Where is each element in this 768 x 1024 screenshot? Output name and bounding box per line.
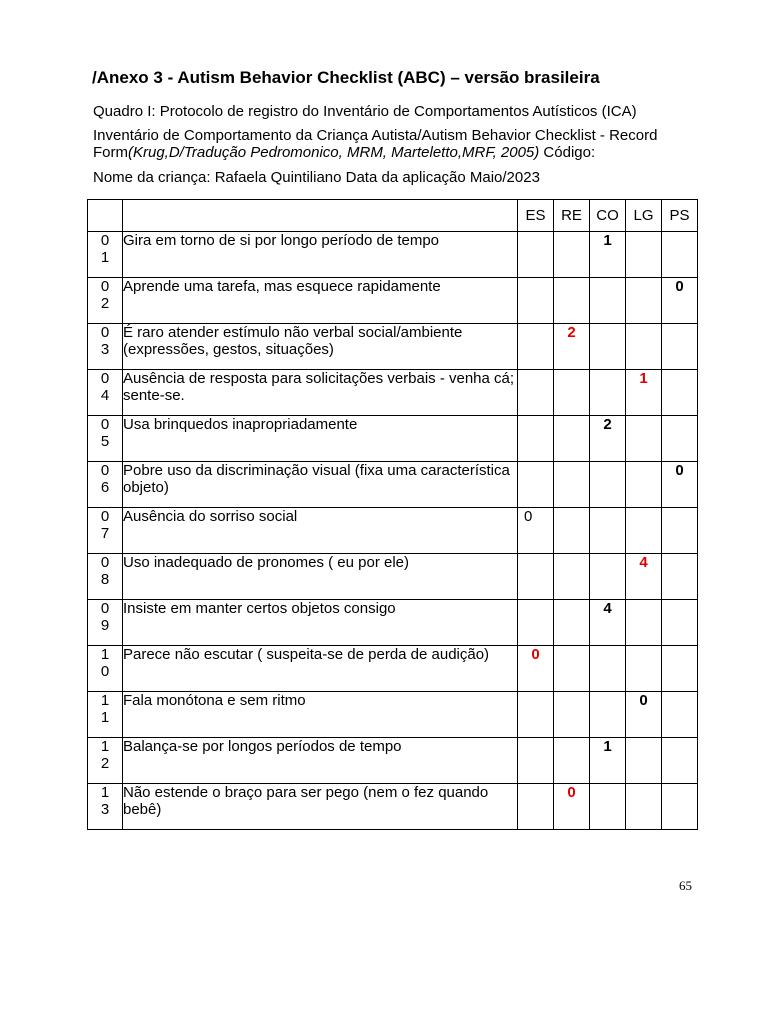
score-cell-co <box>590 278 626 324</box>
quadro-caption: Quadro I: Protocolo de registro do Inventário de Comportamentos Autísticos (ICA) <box>93 103 637 120</box>
score-cell-lg <box>626 462 662 508</box>
item-number-digit-2: 0 <box>100 663 110 680</box>
score-cell-lg <box>626 232 662 278</box>
score-cell-re <box>554 278 590 324</box>
item-number-digit-2: 1 <box>100 249 110 266</box>
header-num-cell <box>88 200 123 232</box>
item-description: Ausência do sorriso social <box>123 508 518 554</box>
document-title: /Anexo 3 - Autism Behavior Checklist (ABC) – versão brasileira <box>92 68 600 87</box>
item-number-digit-2: 2 <box>100 295 110 312</box>
item-number-digit-1: 1 <box>100 646 110 663</box>
score-cell-ps <box>662 784 698 830</box>
score-cell-es <box>518 738 554 784</box>
table-row <box>88 324 698 370</box>
score-cell-co: 2 <box>590 416 626 462</box>
score-cell-lg: 0 <box>626 692 662 738</box>
score-cell-lg: 1 <box>626 370 662 416</box>
score-cell-re <box>554 416 590 462</box>
item-description: Usa brinquedos inapropriadamente <box>123 416 518 462</box>
score-cell-co <box>590 324 626 370</box>
score-cell-ps: 0 <box>662 278 698 324</box>
score-cell-es <box>518 416 554 462</box>
score-cell-es: 0 <box>518 508 554 554</box>
header-lg: LG <box>626 200 662 232</box>
score-cell-es <box>518 370 554 416</box>
item-description: Balança-se por longos períodos de tempo <box>123 738 518 784</box>
item-number <box>88 554 123 600</box>
table-row <box>88 416 698 462</box>
score-cell-ps <box>662 232 698 278</box>
score-cell-ps <box>662 554 698 600</box>
item-number <box>88 232 123 278</box>
inventario-line-2 <box>93 144 595 162</box>
page-number: 65 <box>679 878 692 893</box>
score-cell-co: 4 <box>590 600 626 646</box>
table-row <box>88 784 698 830</box>
table-row <box>88 508 698 554</box>
item-number-digit-1: 0 <box>100 370 110 387</box>
header-es: ES <box>518 200 554 232</box>
score-cell-es: 0 <box>518 646 554 692</box>
table-row <box>88 600 698 646</box>
score-cell-re <box>554 370 590 416</box>
item-number-digit-2: 6 <box>100 479 110 496</box>
item-number-digit-2: 7 <box>100 525 110 542</box>
score-cell-co <box>590 462 626 508</box>
score-cell-co: 1 <box>590 738 626 784</box>
score-cell-re <box>554 232 590 278</box>
score-cell-re <box>554 600 590 646</box>
score-cell-es <box>518 692 554 738</box>
item-number-digit-1: 0 <box>100 324 110 341</box>
inventario-form-text: Form <box>93 144 128 161</box>
score-cell-co <box>590 692 626 738</box>
item-number-digit-1: 1 <box>100 738 110 755</box>
item-number-digit-2: 5 <box>100 433 110 450</box>
item-number <box>88 646 123 692</box>
inventario-line-1: Inventário de Comportamento da Criança Autista/Autism Behavior Checklist - Record <box>93 127 658 144</box>
item-number-digit-1: 0 <box>100 554 110 571</box>
table-row <box>88 554 698 600</box>
score-cell-re <box>554 462 590 508</box>
score-cell-lg <box>626 508 662 554</box>
score-cell-co <box>590 784 626 830</box>
table-header-row <box>88 200 698 232</box>
score-cell-es <box>518 784 554 830</box>
item-number-digit-1: 0 <box>100 508 110 525</box>
score-cell-es <box>518 554 554 600</box>
score-cell-lg <box>626 324 662 370</box>
inventario-citation: (Krug,D/Tradução Pedromonico, MRM, Marteletto,MRF, 2005) <box>128 144 540 161</box>
score-cell-re <box>554 554 590 600</box>
item-description: Pobre uso da discriminação visual (fixa uma característica objeto) <box>123 462 518 508</box>
item-number-digit-2: 2 <box>100 755 110 772</box>
score-cell-ps <box>662 692 698 738</box>
score-cell-co <box>590 554 626 600</box>
item-number-digit-1: 0 <box>100 600 110 617</box>
score-cell-ps <box>662 646 698 692</box>
codigo-label: Código: <box>539 144 596 161</box>
table-row <box>88 232 698 278</box>
score-cell-ps <box>662 738 698 784</box>
item-number-digit-1: 1 <box>100 692 110 709</box>
score-cell-co: 1 <box>590 232 626 278</box>
score-cell-re: 2 <box>554 324 590 370</box>
score-cell-re: 0 <box>554 784 590 830</box>
score-cell-lg <box>626 278 662 324</box>
item-number-digit-2: 1 <box>100 709 110 726</box>
table-row <box>88 462 698 508</box>
child-name-line: Nome da criança: Rafaela Quintiliano Data da aplicação Maio/2023 <box>93 169 540 186</box>
item-number-digit-2: 9 <box>100 617 110 634</box>
table-row <box>88 692 698 738</box>
item-number <box>88 324 123 370</box>
item-description: Uso inadequado de pronomes ( eu por ele) <box>123 554 518 600</box>
header-desc-cell <box>123 200 518 232</box>
score-cell-co <box>590 646 626 692</box>
table-row <box>88 370 698 416</box>
score-cell-es <box>518 324 554 370</box>
table-row <box>88 738 698 784</box>
item-number <box>88 738 123 784</box>
score-cell-ps: 0 <box>662 462 698 508</box>
score-cell-ps <box>662 508 698 554</box>
score-cell-re <box>554 646 590 692</box>
score-cell-ps <box>662 600 698 646</box>
score-cell-ps <box>662 416 698 462</box>
item-description: Parece não escutar ( suspeita-se de perda de audição) <box>123 646 518 692</box>
score-cell-es <box>518 232 554 278</box>
score-cell-re <box>554 692 590 738</box>
score-cell-lg: 4 <box>626 554 662 600</box>
score-cell-lg <box>626 416 662 462</box>
score-cell-co <box>590 370 626 416</box>
item-number-digit-2: 3 <box>100 801 110 818</box>
item-number-digit-1: 0 <box>100 416 110 433</box>
score-cell-re <box>554 738 590 784</box>
score-cell-re <box>554 508 590 554</box>
score-cell-ps <box>662 324 698 370</box>
item-number <box>88 278 123 324</box>
item-description: Insiste em manter certos objetos consigo <box>123 600 518 646</box>
score-cell-es <box>518 278 554 324</box>
item-number-digit-2: 8 <box>100 571 110 588</box>
header-co: CO <box>590 200 626 232</box>
item-number <box>88 416 123 462</box>
header-ps: PS <box>662 200 698 232</box>
item-number-digit-2: 4 <box>100 387 110 404</box>
score-cell-lg <box>626 784 662 830</box>
item-number-digit-1: 0 <box>100 278 110 295</box>
score-cell-ps <box>662 370 698 416</box>
item-description: Fala monótona e sem ritmo <box>123 692 518 738</box>
item-description: É raro atender estímulo não verbal social/ambiente (expressões, gestos, situações) <box>123 324 518 370</box>
item-description: Ausência de resposta para solicitações verbais - venha cá; sente-se. <box>123 370 518 416</box>
item-number-digit-1: 0 <box>100 462 110 479</box>
item-number <box>88 508 123 554</box>
item-description: Gira em torno de si por longo período de tempo <box>123 232 518 278</box>
item-number <box>88 600 123 646</box>
item-number-digit-1: 1 <box>100 784 110 801</box>
item-number-digit-2: 3 <box>100 341 110 358</box>
score-cell-lg <box>626 738 662 784</box>
score-cell-lg <box>626 600 662 646</box>
table-row <box>88 278 698 324</box>
item-description: Não estende o braço para ser pego (nem o fez quando bebê) <box>123 784 518 830</box>
item-number-digit-1: 0 <box>100 232 110 249</box>
score-cell-co <box>590 508 626 554</box>
score-cell-es <box>518 600 554 646</box>
score-cell-es <box>518 462 554 508</box>
item-description: Aprende uma tarefa, mas esquece rapidamente <box>123 278 518 324</box>
item-number <box>88 370 123 416</box>
item-number <box>88 784 123 830</box>
item-number <box>88 692 123 738</box>
abc-checklist-table <box>87 199 698 830</box>
score-cell-lg <box>626 646 662 692</box>
header-re: RE <box>554 200 590 232</box>
table-row <box>88 646 698 692</box>
item-number <box>88 462 123 508</box>
